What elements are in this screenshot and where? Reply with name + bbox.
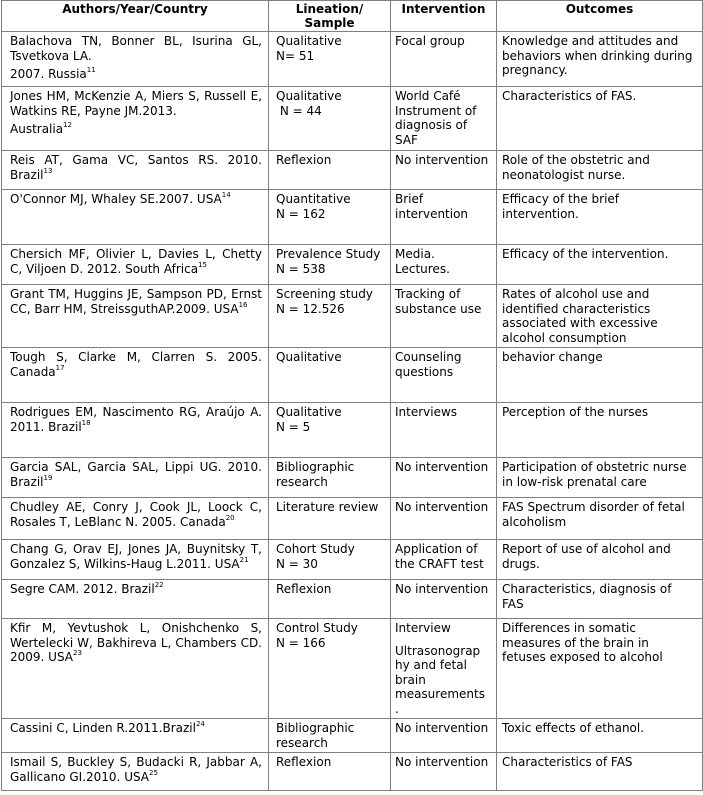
intervention-text: No intervention [395,500,489,514]
author-text: Rodrigues EM, Nascimento RG, Araújo A. 2011. Brazil [10,405,262,434]
cell-lineation [269,32,391,87]
sample-text: N= 51 [276,48,315,63]
table-row [2,87,703,151]
cell-outcomes [497,190,703,245]
cell-outcomes [497,285,703,348]
header-lineation: Lineation/ Sample [269,1,391,32]
cell-outcomes [497,32,703,87]
outcome-text: behavior change [502,350,603,364]
table-row [2,458,703,498]
table-row [2,151,703,190]
cell-outcomes [497,498,703,540]
sample-text: N = 538 [276,261,326,276]
author-country: 2007. Russia$^{11}$ [10,66,96,81]
table-row [2,348,703,403]
cell-authors [2,245,269,285]
author-text: Segre CAM. 2012. Brazil [10,582,155,596]
author-text: Chang G, Orav EJ, Jones JA, Buynitsky T, Gonzalez S, Wilkins-Haug L.2011. USA [10,542,262,571]
cell-outcomes [497,719,703,753]
reference-number: 11 [86,66,96,74]
cell-lineation [269,753,391,791]
outcome-text: Characteristics, diagnosis of FAS [502,582,672,611]
table-row [2,753,703,791]
outcome-text: Efficacy of the brief intervention. [502,192,620,221]
cell-lineation [269,719,391,753]
intervention-text: Media. Lectures. [395,247,450,276]
cell-authors [2,32,269,87]
lineation-text: Quantitative [276,192,351,206]
outcome-text: Role of the obstetric and neonatologist nurse. [502,153,650,182]
table-row [2,540,703,580]
cell-intervention [391,619,497,719]
author-text: Kfir M, Yevtushok L, Onishchenko S, Wertelecki W, Bakhireva L, Chambers CD. 2009. USA [10,621,262,664]
sample-text: N = 30 [276,556,318,571]
cell-outcomes [497,619,703,719]
cell-authors [2,348,269,403]
reference-number: 23 [73,649,82,657]
author-text: Jones HM, McKenzie A, Miers S, Russell E, Watkins RE, Payne JM.2013. [10,89,262,118]
cell-authors [2,753,269,791]
cell-lineation [269,151,391,190]
cell-authors [2,540,269,580]
reference-number: 18 [81,418,91,427]
table-row [2,619,703,719]
cell-authors [2,498,269,540]
cell-lineation [269,348,391,403]
cell-outcomes [497,87,703,151]
intervention-text: Counseling questions [395,350,462,379]
reference-number: 19 [43,473,53,482]
reference-number: 22 [154,581,164,589]
header-intervention: Intervention [391,1,497,32]
intervention-text: No intervention [395,153,489,167]
author-text: Ismail S, Buckley S, Budacki R, Jabbar A, Gallicano GI.2010. USA [10,755,262,784]
outcome-text: Efficacy of the intervention. [502,247,669,261]
table-row [2,498,703,540]
cell-outcomes [497,245,703,285]
cell-intervention [391,719,497,753]
outcome-text: Rates of alcohol use and identified characteristics associated with excessive alcohol consumption [502,287,658,345]
cell-outcomes [497,151,703,190]
sample-text: N = 44 [276,103,322,118]
intervention-text: Brief intervention [395,192,469,221]
author-text: Garcia SAL, Garcia SAL, Lippi UG. 2010. Brazil [10,460,262,489]
table-row [2,32,703,87]
lineation-text: Reflexion [276,582,332,596]
cell-outcomes [497,403,703,458]
intervention-text: Interview [395,621,451,635]
cell-lineation [269,498,391,540]
outcome-text: Toxic effects of ethanol. [502,721,645,735]
cell-intervention [391,498,497,540]
sample-text: N = 5 [276,419,311,434]
lineation-text: Screening study [276,287,373,301]
reference-number: 25 [149,768,158,777]
sample-text: N = 12.526 [276,301,345,316]
reference-number: 20 [225,513,235,522]
cell-intervention [391,580,497,619]
cell-authors [2,285,269,348]
intervention-detail: Ultrasonograp hy and fetal brain measurements . [395,643,485,716]
author-text: Cassini C, Linden R.2011.Brazil [10,721,196,735]
cell-lineation [269,619,391,719]
reference-number: 21 [239,555,249,564]
cell-authors [2,190,269,245]
outcome-text: Characteristics of FAS. [502,89,637,103]
cell-authors [2,719,269,753]
outcome-text: Report of use of alcohol and drugs. [502,542,671,571]
table-row [2,719,703,753]
lineation-text: Qualitative [276,89,342,103]
cell-lineation [269,458,391,498]
header-row [2,1,703,32]
cell-intervention [391,151,497,190]
cell-intervention [391,458,497,498]
table-row [2,285,703,348]
lineation-text: Literature review [276,500,379,514]
author-country: Australia$^{12}$ [10,121,73,136]
header-authors: Authors/Year/Country [2,1,269,32]
cell-outcomes [497,348,703,403]
author-text: O'Connor MJ, Whaley SE.2007. USA [10,192,222,206]
intervention-text: Interviews [395,405,458,419]
reference-number: 24 [195,720,205,728]
cell-outcomes [497,540,703,580]
author-text: Tough S, Clarke M, Clarren S. 2005. Canada [10,350,262,379]
cell-intervention [391,285,497,348]
cell-lineation [269,285,391,348]
cell-lineation [269,580,391,619]
intervention-text: Tracking of substance use [395,287,482,316]
intervention-text: No intervention [395,721,489,735]
cell-intervention [391,403,497,458]
lineation-text: Reflexion [276,153,332,167]
outcome-text: FAS Spectrum disorder of fetal alcoholism [502,500,685,529]
table-row [2,580,703,619]
intervention-text: Application of the CRAFT test [395,542,484,571]
cell-authors [2,580,269,619]
sample-text: N = 162 [276,206,326,221]
header-outcomes: Outcomes [497,1,703,32]
cell-lineation [269,87,391,151]
lineation-text: Qualitative [276,350,342,364]
reference-number: 14 [221,191,231,199]
table-row [2,190,703,245]
cell-intervention [391,540,497,580]
cell-authors [2,87,269,151]
author-text: Chersich MF, Olivier L, Davies L, Chetty C, Viljoen D. 2012. South Africa [10,247,262,276]
cell-intervention [391,245,497,285]
cell-lineation [269,403,391,458]
lineation-text: Cohort Study [276,542,355,556]
lineation-text: Bibliographic research [276,721,355,750]
table-body [2,32,703,791]
author-text: Chudley AE, Conry J, Cook JL, Loock C, Rosales T, LeBlanc N. 2005. Canada [10,500,262,529]
intervention-text: No intervention [395,460,489,474]
intervention-text: No intervention [395,755,489,769]
lineation-text: Prevalence Study [276,247,381,261]
intervention-text: Focal group [395,34,465,48]
lineation-text: Qualitative [276,405,342,419]
lineation-text: Bibliographic research [276,460,355,489]
lineation-text: Qualitative [276,34,342,48]
cell-outcomes [497,458,703,498]
cell-lineation [269,540,391,580]
reference-number: 15 [198,260,207,269]
author-text: Grant TM, Huggins JE, Sampson PD, Ernst CC, Barr HM, StreissguthAP.2009. USA [10,287,262,316]
intervention-text: World Café Instrument of diagnosis of SAF [395,89,477,147]
outcome-text: Characteristics of FAS [502,755,633,769]
reference-number: 13 [43,166,53,175]
table-row [2,403,703,458]
reference-number: 17 [55,363,65,372]
cell-authors [2,619,269,719]
outcome-text: Knowledge and attitudes and behaviors when drinking during pregnancy. [502,34,693,77]
cell-intervention [391,190,497,245]
sample-text: N = 166 [276,635,326,650]
cell-lineation [269,245,391,285]
cell-intervention [391,753,497,791]
reference-number: 16 [238,300,248,309]
cell-outcomes [497,580,703,619]
cell-outcomes [497,753,703,791]
outcome-text: Participation of obstetric nurse in low-risk prenatal care [502,460,687,489]
cell-authors [2,458,269,498]
cell-authors [2,151,269,190]
cell-intervention [391,87,497,151]
cell-intervention [391,348,497,403]
lineation-text: Reflexion [276,755,332,769]
outcome-text: Perception of the nurses [502,405,649,419]
table-row [2,245,703,285]
reference-number: 12 [63,121,73,129]
lineation-text: Control Study [276,621,358,635]
intervention-text: No intervention [395,582,489,596]
author-text: Reis AT, Gama VC, Santos RS. 2010. Brazil [10,153,262,182]
author-text: Balachova TN, Bonner BL, Isurina GL, Tsvetkova LA. [10,34,262,63]
studies-table [1,0,703,791]
cell-lineation [269,190,391,245]
cell-authors [2,403,269,458]
cell-intervention [391,32,497,87]
outcome-text: Differences in somatic measures of the brain in fetuses exposed to alcohol [502,621,663,664]
